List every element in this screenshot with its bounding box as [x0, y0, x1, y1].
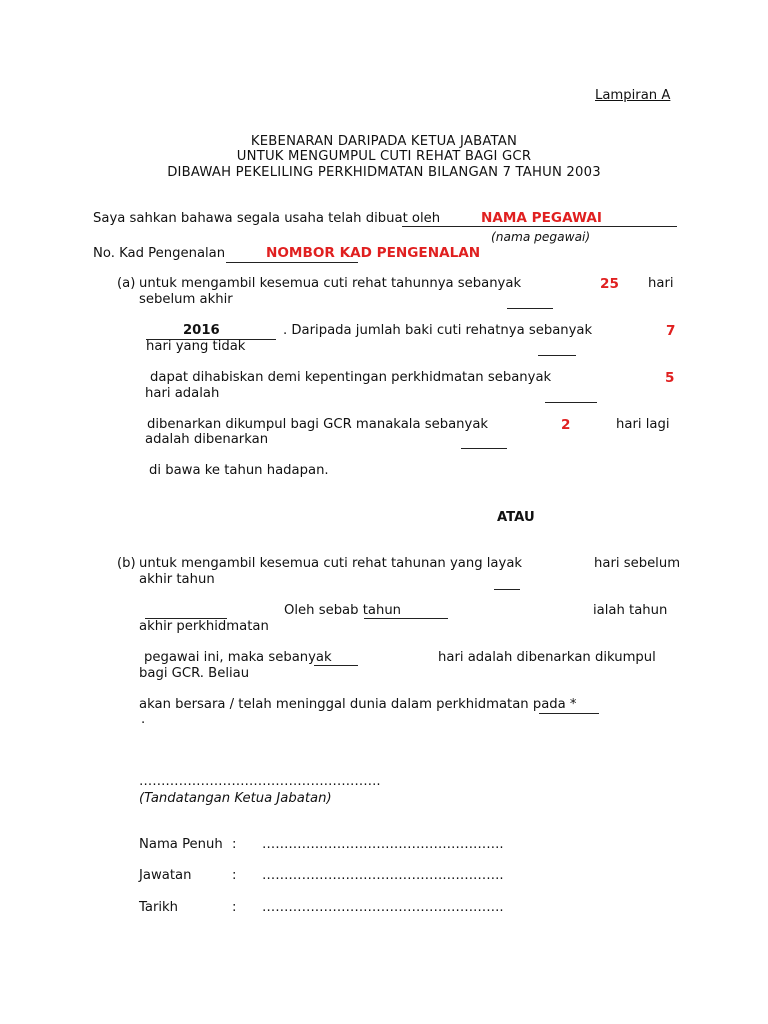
title-line-2: UNTUK MENGUMPUL CUTI REHAT BAGI GCR [236, 149, 532, 164]
days-total-field[interactable]: 25 [600, 276, 619, 292]
section-a-line4: dibenarkan dikumpul bagi GCR manakala sebanyak [147, 417, 489, 432]
section-b-line3b: bagi GCR. Beliau [139, 666, 250, 681]
section-a-line1b: sebelum akhir [139, 292, 233, 307]
date-field[interactable]: ………………………………………………. [262, 900, 504, 915]
section-b-line3: pegawai ini, maka sebanyak [144, 650, 332, 665]
section-a-blank-1 [507, 308, 553, 309]
section-b-line4b: . [141, 712, 146, 727]
section-b-line3-right: hari adalah dibenarkan dikumpul [438, 650, 656, 665]
full-name-label: Nama Penuh [139, 837, 223, 852]
days-balance-field[interactable]: 7 [666, 323, 676, 339]
section-b-blank-4 [314, 665, 358, 666]
section-a-line5: di bawa ke tahun hadapan. [149, 463, 329, 478]
name-caption: (nama pegawai) [491, 230, 591, 244]
days-allowed-field[interactable]: 2 [561, 417, 571, 433]
year-field[interactable]: 2016 [183, 323, 220, 338]
date-label: Tarikh [139, 900, 179, 915]
section-b-blank-3 [364, 618, 448, 619]
section-b-line1b: akhir tahun [139, 572, 215, 587]
section-b-marker: (b) [117, 556, 136, 571]
section-b-line4: akan bersara / telah meninggal dunia dalam perkhidmatan pada * [139, 697, 577, 712]
section-a-hari-lagi: hari lagi [616, 417, 670, 432]
section-a-line3: dapat dihabiskan demi kepentingan perkhidmatan sebanyak [150, 370, 552, 385]
section-a-line2: . Daripada jumlah baki cuti rehatnya sebanyak [283, 323, 593, 338]
name-underline [402, 226, 677, 227]
section-a-line2b: hari yang tidak [146, 339, 246, 354]
section-b-oleh-sebab: Oleh sebab tahun [284, 603, 402, 618]
section-a-line1: untuk mengambil kesemua cuti rehat tahunnya sebanyak [139, 276, 522, 291]
date-colon: : [232, 900, 237, 915]
title-line-1: KEBENARAN DARIPADA KETUA JABATAN [250, 134, 518, 149]
ic-label: No. Kad Pengenalan [93, 246, 226, 261]
section-b-ialah-tahun: ialah tahun [593, 603, 668, 618]
section-a-line3b: hari adalah [145, 386, 220, 401]
section-b-line2b: akhir perkhidmatan [139, 619, 269, 634]
position-field[interactable]: ………………………………………………. [262, 868, 504, 883]
ic-number-field[interactable]: NOMBOR KAD PENGENALAN [266, 245, 481, 261]
or-separator: ATAU [497, 510, 535, 525]
signature-line[interactable]: ………………………………………………. [139, 774, 381, 789]
section-a-blank-2 [538, 355, 576, 356]
position-label: Jawatan [139, 868, 192, 883]
section-b-blank-1 [494, 589, 520, 590]
section-a-marker: (a) [117, 276, 136, 291]
position-colon: : [232, 868, 237, 883]
title-line-3: DIBAWAH PEKELILING PERKHIDMATAN BILANGAN 7 TAHUN 2003 [167, 165, 601, 180]
full-name-colon: : [232, 837, 237, 852]
signature-caption: (Tandatangan Ketua Jabatan) [139, 791, 332, 806]
section-a-blank-4 [461, 448, 507, 449]
section-a-line4b: adalah dibenarkan [145, 432, 269, 447]
full-name-field[interactable]: ………………………………………………. [262, 837, 504, 852]
section-b-line1: untuk mengambil kesemua cuti rehat tahunan yang layak [139, 556, 523, 571]
section-a-hari: hari [648, 276, 674, 291]
attachment-label: Lampiran A [595, 88, 671, 103]
section-b-blank-5 [539, 713, 599, 714]
section-a-blank-3 [545, 402, 597, 403]
ic-underline [226, 262, 358, 263]
officer-name-field[interactable]: NAMA PEGAWAI [481, 210, 602, 226]
section-b-hari-sebelum: hari sebelum [594, 556, 681, 571]
days-not-used-field[interactable]: 5 [665, 370, 675, 386]
intro-statement: Saya sahkan bahawa segala usaha telah dibuat oleh [93, 211, 441, 226]
